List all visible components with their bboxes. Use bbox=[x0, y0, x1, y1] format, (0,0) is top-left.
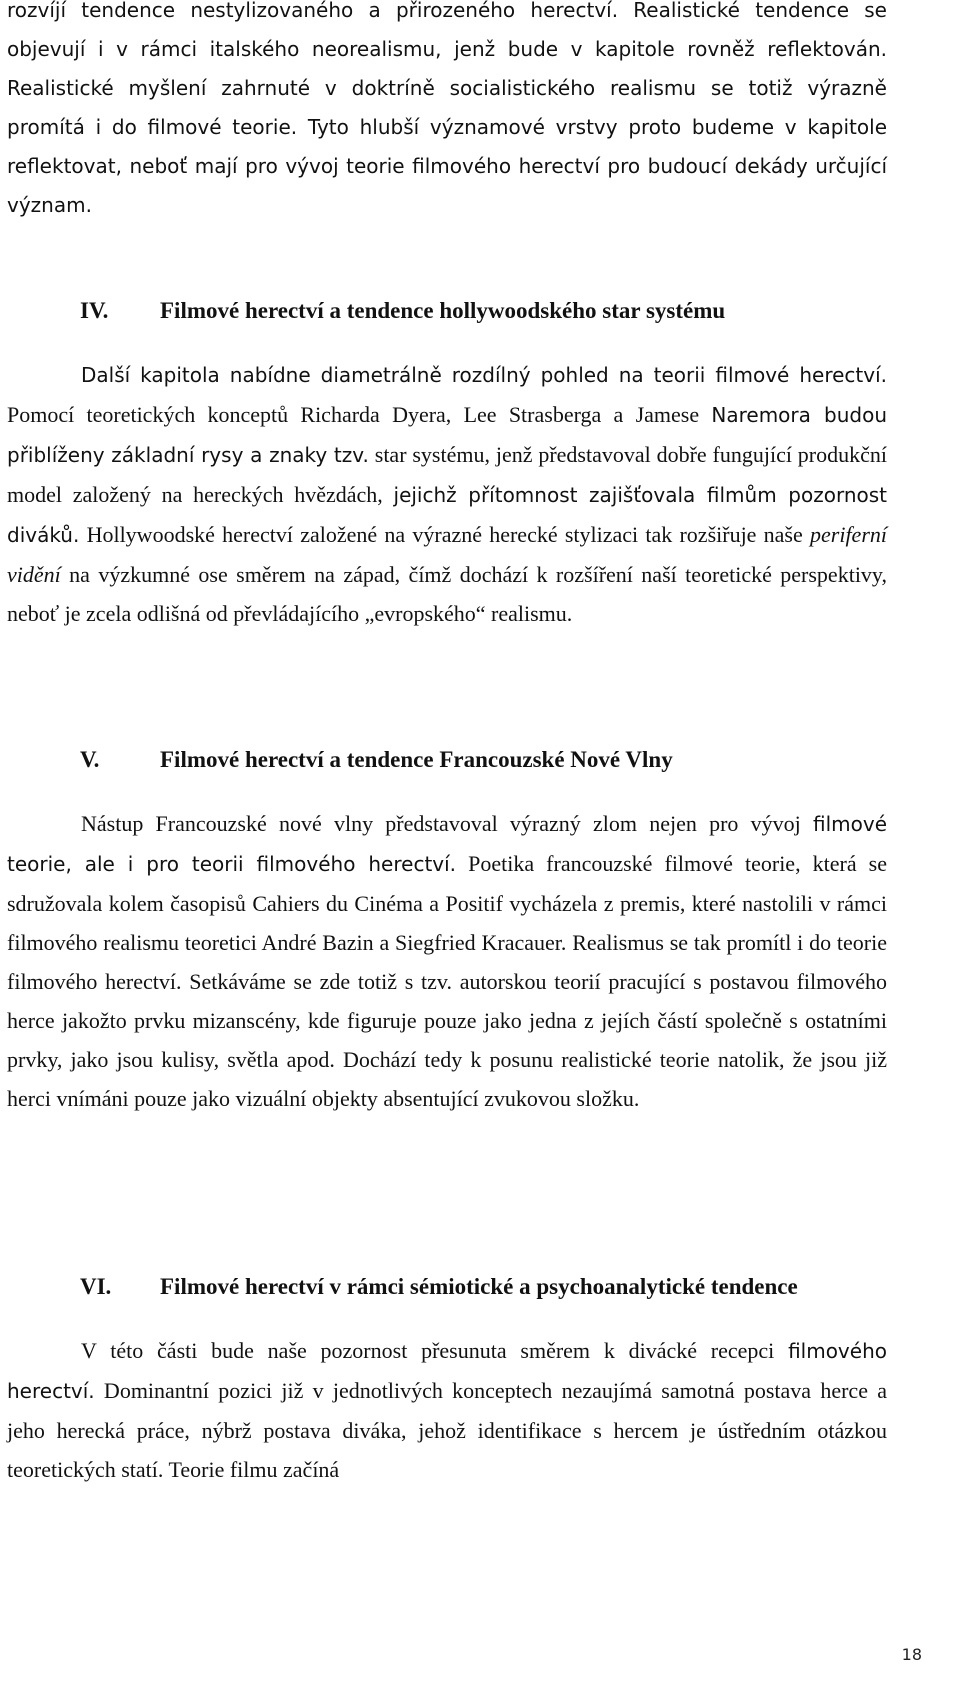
intro-paragraph bbox=[7, 0, 887, 225]
section-4-text bbox=[7, 355, 887, 633]
section-6-number: VI. bbox=[80, 1274, 112, 1299]
text-run: Další kapitola nabídne diametrálně rozdílný pohled na teorii filmové herectví. bbox=[81, 363, 887, 387]
section-4-title: Filmové herectví a tendence hollywoodského star systému bbox=[160, 298, 726, 323]
text-run: filmové teorie, ale i pro teorii filmového herectví. bbox=[7, 812, 887, 876]
section-6-heading bbox=[80, 1272, 798, 1302]
text-run: V této části bude naše pozornost přesunuta směrem k divácké recepci bbox=[81, 1338, 789, 1363]
text-run: Hollywoodské herectví založené na výrazné herecké stylizaci tak rozšiřuje naše bbox=[79, 522, 810, 547]
section-5-paragraph bbox=[7, 804, 887, 1118]
section-5-title: Filmové herectví a tendence Francouzské Nové Vlny bbox=[160, 747, 673, 772]
text-run: Nástup Francouzské nové vlny představoval výrazný zlom nejen pro vývoj bbox=[81, 811, 813, 836]
text-run: star systému, jenž představoval dobře fungující produkční model založený na hereckých hvězdách, bbox=[7, 442, 887, 507]
section-6-text bbox=[7, 1331, 887, 1489]
section-4-paragraph bbox=[7, 355, 887, 633]
page-number: 18 bbox=[901, 1645, 922, 1664]
section-6-title: Filmové herectví v rámci sémiotické a psychoanalytické tendence bbox=[160, 1274, 798, 1299]
text-run: Dominantní pozici již v jednotlivých konceptech nezaujímá samotná postava herce a jeho herecká práce, nýbrž postava diváka, jehož identifikace s hercem je ústředním otázkou teoretických statí. Teorie filmu začíná bbox=[7, 1378, 887, 1482]
text-run: na výzkumné ose směrem na západ, čímž dochází k rozšíření naší teoretické perspektivy, neboť je zcela odlišná od převládajícího „evropského“ realismu. bbox=[7, 562, 887, 626]
text-run: filmového herectví. bbox=[7, 1339, 887, 1403]
text-run: Pomocí teoretických konceptů Richarda Dyera, Lee Strasberga a Jamese bbox=[7, 402, 712, 427]
text-run: Poetika francouzské filmové teorie, která se sdružovala kolem časopisů Cahiers du Cinéma a Positif vycházela z premis, které nastolili v rámci filmového realismu teoretici André Bazin a Siegfried Kracauer. Realismus se tak promítl i do teorie filmového herectví. Setkáváme se zde totiž s tzv. autorskou teorií pracující s postavou filmového herce jakožto prvku mizanscény, kde figuruje pouze jako jedna z jejích částí společně s ostatními prvky, jako jsou kulisy, světla apod. Dochází tedy k posunu realistické teorie natolik, že jsou již herci vnímáni pouze jako vizuální objekty absentující zvukovou složku. bbox=[7, 851, 887, 1111]
section-4-heading bbox=[80, 296, 725, 326]
section-4-number: IV. bbox=[80, 298, 109, 323]
section-5-heading bbox=[80, 745, 673, 775]
intro-text: rozvíjí tendence nestylizovaného a přirozeného herectví. Realistické tendence se objevují i v rámci italského neorealismu, jenž bude v kapitole rovněž reflektován. Realistické myšlení zahrnuté v doktríně socialistického realismu se totiž výrazně promítá i do filmové teorie. Tyto hlubší významové vrstvy proto budeme v kapitole reflektovat, neboť mají pro vývoj teorie filmového herectví pro budoucí dekády určující význam. bbox=[7, 0, 887, 217]
section-5-number: V. bbox=[80, 747, 100, 772]
section-6-paragraph bbox=[7, 1331, 887, 1489]
text-run: Naremora budou přiblíženy základní rysy a znaky tzv. bbox=[7, 403, 887, 467]
section-5-text bbox=[7, 804, 887, 1118]
italic-term: periferní vidění bbox=[7, 522, 887, 587]
text-run: jejichž přítomnost zajišťovala filmům pozornost diváků. bbox=[7, 483, 887, 547]
